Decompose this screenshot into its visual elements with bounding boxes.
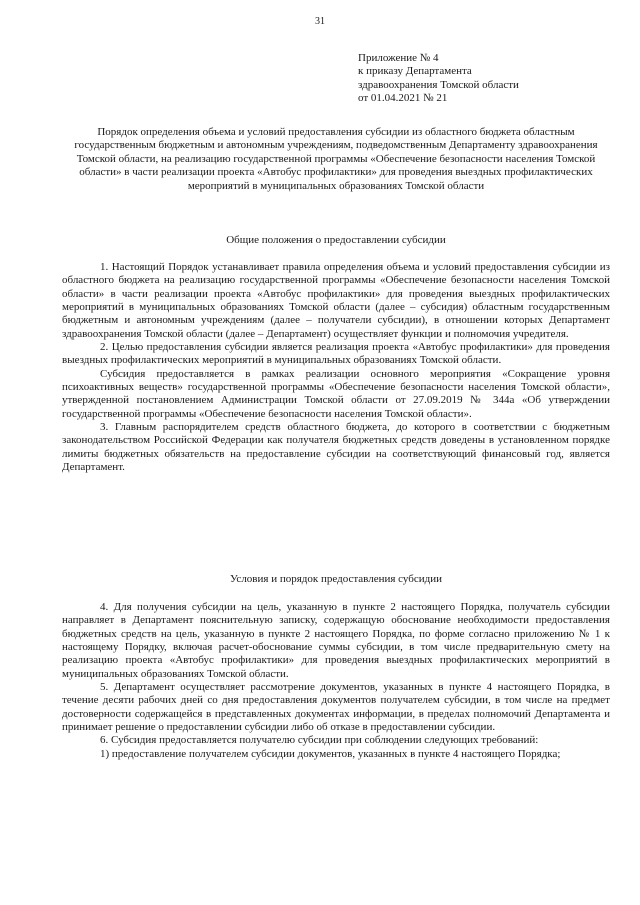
section-body-conditions (62, 601, 610, 761)
paragraph: 3. Главным распорядителем средств областного бюджета, до которого в соответствии с бюджетным законодательством Российской Федерации как получателя бюджетных средств доведены в установленном порядке лимиты бюджетных обязательств на предоставление субсидии на соответствующий финансовый год, является Департамент. (62, 421, 610, 474)
paragraph: 1. Настоящий Порядок устанавливает правила определения объема и условий предоставления субсидии из областного бюджета на реализацию государственной программы «Обеспечение безопасности населения Томской области» в части реализации проекта «Автобус профилактики» для проведения выездных профилактических мероприятий в муниципальных образованиях Томской области (далее – субсидия) областным государственным бюджетным и автономным учреждениям (далее – получатели субсидии), в отношении которых Департамент здравоохранения Томской области (далее – Департамент) осуществляет функции и полномочия учредителя. (62, 261, 610, 340)
page-number: 31 (315, 16, 325, 27)
section-heading-general: Общие положения о предоставлении субсидии (226, 234, 446, 246)
section-heading-conditions: Условия и порядок предоставления субсидии (229, 573, 443, 585)
appendix-line: от 01.04.2021 № 21 (358, 92, 448, 105)
appendix-line: Приложение № 4 (358, 52, 439, 64)
appendix-reference (358, 52, 519, 106)
paragraph: 6. Субсидия предоставляется получателю субсидии при соблюдении следующих требований: (100, 734, 539, 747)
paragraph: 2. Целью предоставления субсидии является реализация проекта «Автобус профилактики» для проведения выездных профилактических мероприятий в муниципальных образованиях Томской области. (62, 341, 610, 367)
document-title: Порядок определения объема и условий предоставления субсидии из областного бюджета областным государственным бюджетным и автономным учреждениям, подведомственным Департаменту здравоохранения Томской области, на реализацию государственной программы «Обеспечение безопасности населения Томской области» в части реализации проекта «Автобус профилактики» для проведения выездных профилактических мероприятий в муниципальных образованиях Томской области (74, 126, 598, 192)
paragraph: 5. Департамент осуществляет рассмотрение документов, указанных в пункте 4 настоящего Порядка, в течение десяти рабочих дней со дня предоставления документов получателем субсидии, в том числе на предмет достоверности содержащейся в представленных документах информации, в пределах полномочий Департамента и принимает решение о предоставлении субсидии либо об отказе в предоставлении субсидии. (62, 681, 610, 734)
paragraph: 1) предоставление получателем субсидии документов, указанных в пункте 4 настоящего Порядка; (100, 747, 561, 760)
appendix-line: к приказу Департамента (358, 65, 472, 78)
appendix-line: здравоохранения Томской области (358, 78, 519, 91)
paragraph: Субсидия предоставляется в рамках реализации основного мероприятия «Сокращение уровня психоактивных веществ» государственной программы «Обеспечение безопасности населения Томской области», утвержденной постановлением Администрации Томской области от 27.09.2019 № 344а «Об утверждении государственной программы «Обеспечение безопасности населения Томской области». (62, 367, 610, 420)
section-body-general (62, 261, 610, 475)
paragraph: 4. Для получения субсидии на цель, указанную в пункте 2 настоящего Порядка, получатель субсидии направляет в Департамент пояснительную записку, содержащую обоснование необходимости предоставления бюджетных средств на цель, указанную в пункте 2 настоящего Порядка, по форме согласно приложению № 1 к настоящему Порядку, включая расчет-обоснование суммы субсидии, в том числе предварительную смету на реализацию проекта «Автобус профилактики» для проведения выездных профилактических мероприятий в муниципальных образованиях Томской области. (62, 601, 610, 680)
